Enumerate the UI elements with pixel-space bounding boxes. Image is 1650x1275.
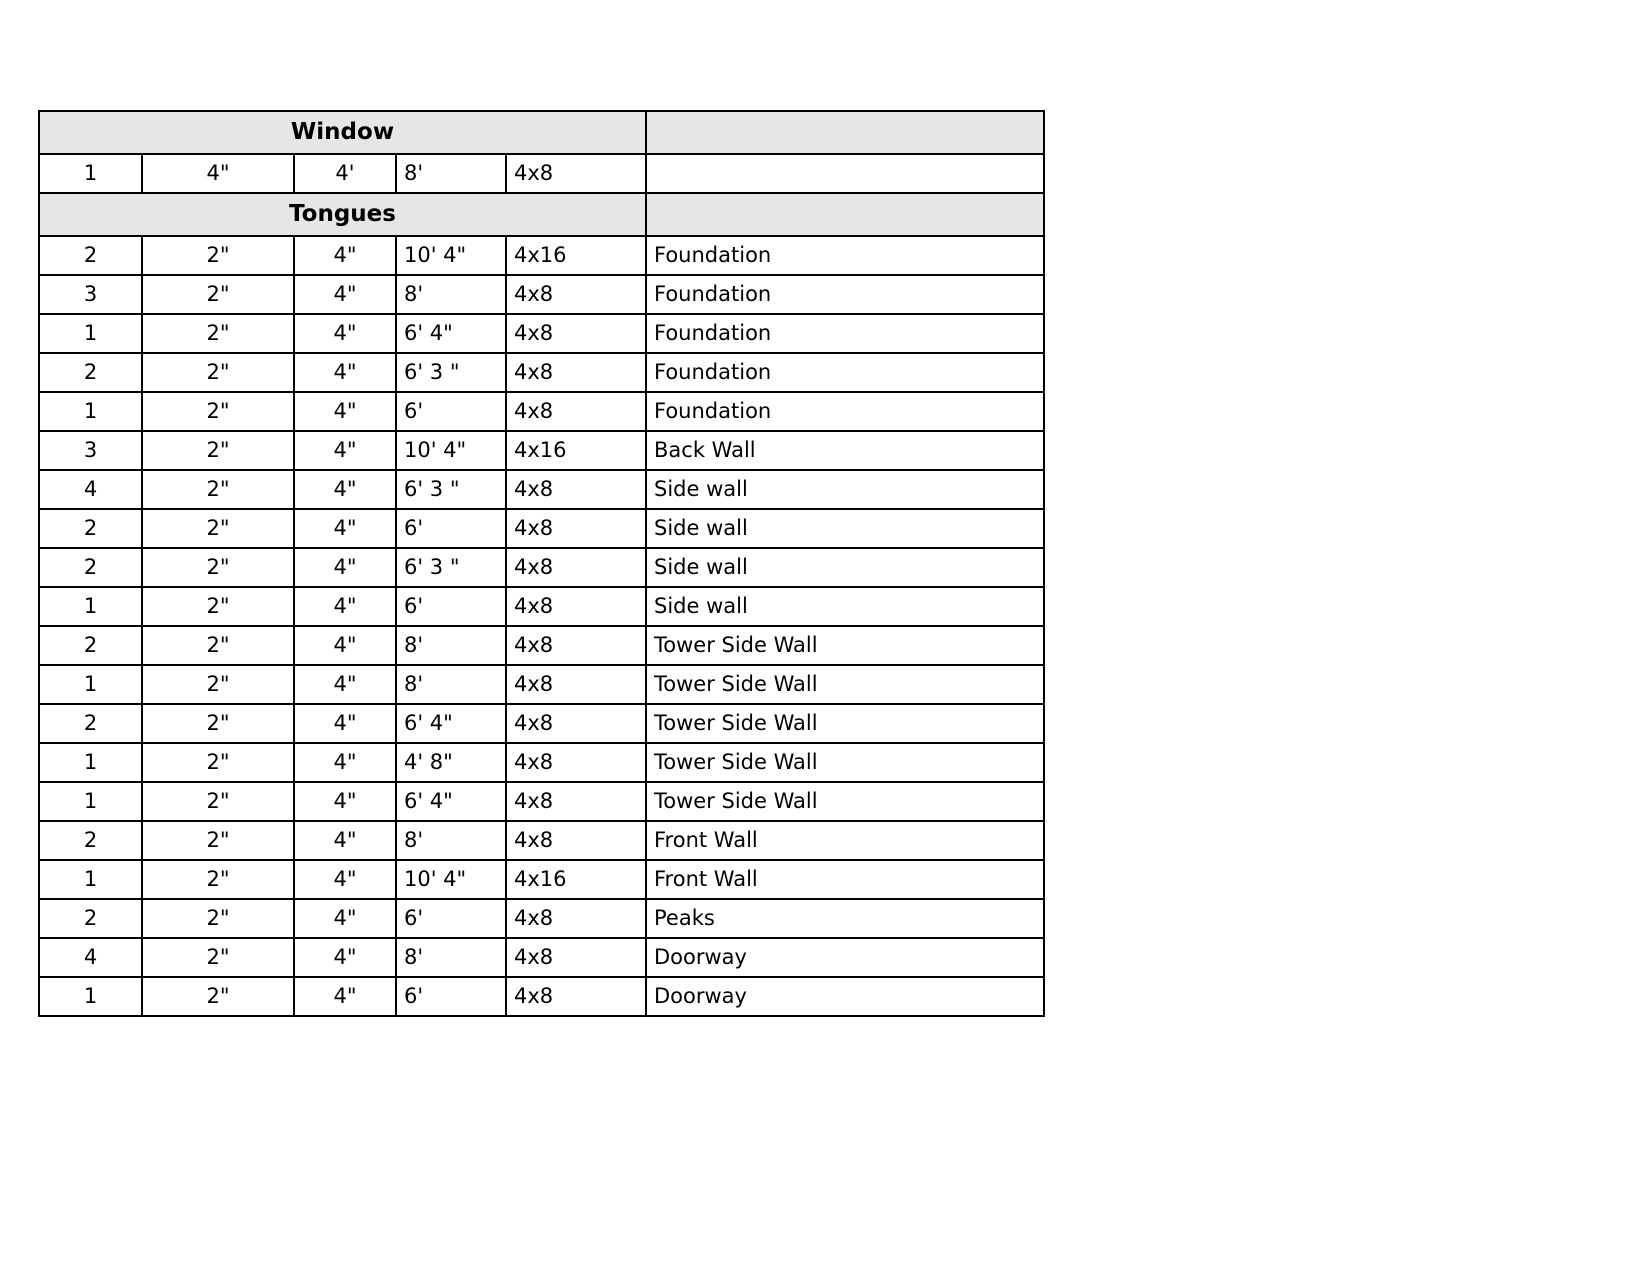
- cell-length: 6' 3 ": [396, 548, 506, 587]
- cell-note: Tower Side Wall: [646, 665, 1044, 704]
- table-row: [39, 154, 1044, 193]
- cell-note: Foundation: [646, 275, 1044, 314]
- cell-note: Side wall: [646, 470, 1044, 509]
- cell-thickness: 2": [142, 977, 294, 1016]
- cell-thickness: 4": [142, 154, 294, 193]
- cell-size: 4x8: [506, 782, 646, 821]
- table-row: [39, 353, 1044, 392]
- cell-quantity: 1: [39, 154, 142, 193]
- cell-thickness: 2": [142, 275, 294, 314]
- cell-length: 8': [396, 154, 506, 193]
- cell-thickness: 2": [142, 353, 294, 392]
- table-row: [39, 899, 1044, 938]
- cell-thickness: 2": [142, 548, 294, 587]
- cell-width: 4": [294, 743, 396, 782]
- cell-length: 4' 8": [396, 743, 506, 782]
- cell-length: 8': [396, 665, 506, 704]
- cell-note: Foundation: [646, 314, 1044, 353]
- cell-size: 4x8: [506, 938, 646, 977]
- parts-list-sheet: [38, 110, 1043, 1017]
- cell-thickness: 2": [142, 704, 294, 743]
- cell-length: 6' 3 ": [396, 470, 506, 509]
- cell-length: 6': [396, 587, 506, 626]
- cell-width: 4': [294, 154, 396, 193]
- cell-thickness: 2": [142, 431, 294, 470]
- cell-note: Back Wall: [646, 431, 1044, 470]
- cell-note: Doorway: [646, 977, 1044, 1016]
- cell-length: 8': [396, 821, 506, 860]
- cell-width: 4": [294, 548, 396, 587]
- cell-length: 8': [396, 275, 506, 314]
- cell-quantity: 1: [39, 392, 142, 431]
- cell-size: 4x16: [506, 860, 646, 899]
- cell-size: 4x8: [506, 154, 646, 193]
- cell-length: 6': [396, 392, 506, 431]
- cell-width: 4": [294, 626, 396, 665]
- cell-quantity: 2: [39, 821, 142, 860]
- table-row: [39, 275, 1044, 314]
- cell-length: 8': [396, 626, 506, 665]
- cell-length: 8': [396, 938, 506, 977]
- cell-thickness: 2": [142, 587, 294, 626]
- cell-note: Foundation: [646, 236, 1044, 275]
- cell-quantity: 2: [39, 899, 142, 938]
- cell-width: 4": [294, 314, 396, 353]
- section-header-row: [39, 193, 1044, 236]
- cell-length: 10' 4": [396, 431, 506, 470]
- cell-thickness: 2": [142, 314, 294, 353]
- cell-thickness: 2": [142, 899, 294, 938]
- cell-size: 4x8: [506, 275, 646, 314]
- cell-quantity: 1: [39, 743, 142, 782]
- cell-quantity: 1: [39, 860, 142, 899]
- cell-quantity: 1: [39, 977, 142, 1016]
- cell-size: 4x8: [506, 743, 646, 782]
- cell-width: 4": [294, 938, 396, 977]
- table-row: [39, 587, 1044, 626]
- cell-length: 6' 4": [396, 704, 506, 743]
- cell-width: 4": [294, 236, 396, 275]
- cell-width: 4": [294, 704, 396, 743]
- cell-quantity: 3: [39, 431, 142, 470]
- cell-size: 4x8: [506, 314, 646, 353]
- cell-note: [646, 154, 1044, 193]
- cell-width: 4": [294, 977, 396, 1016]
- cell-note: Side wall: [646, 587, 1044, 626]
- cell-length: 6' 3 ": [396, 353, 506, 392]
- table-row: [39, 509, 1044, 548]
- cell-note: Tower Side Wall: [646, 626, 1044, 665]
- table-row: [39, 236, 1044, 275]
- cell-thickness: 2": [142, 509, 294, 548]
- cell-length: 10' 4": [396, 236, 506, 275]
- cell-note: Side wall: [646, 548, 1044, 587]
- cell-thickness: 2": [142, 743, 294, 782]
- cell-note: Front Wall: [646, 821, 1044, 860]
- cell-width: 4": [294, 509, 396, 548]
- cell-note: Front Wall: [646, 860, 1044, 899]
- cell-width: 4": [294, 899, 396, 938]
- section-header-spacer: [646, 111, 1044, 154]
- cell-width: 4": [294, 821, 396, 860]
- cell-note: Doorway: [646, 938, 1044, 977]
- section-heading: Tongues: [39, 193, 646, 236]
- table-row: [39, 314, 1044, 353]
- cell-quantity: 1: [39, 665, 142, 704]
- cell-thickness: 2": [142, 236, 294, 275]
- cell-quantity: 2: [39, 509, 142, 548]
- cell-quantity: 2: [39, 353, 142, 392]
- cell-thickness: 2": [142, 821, 294, 860]
- cell-size: 4x8: [506, 392, 646, 431]
- table-row: [39, 431, 1044, 470]
- cell-length: 6' 4": [396, 314, 506, 353]
- cell-size: 4x16: [506, 431, 646, 470]
- cell-width: 4": [294, 470, 396, 509]
- cell-size: 4x8: [506, 587, 646, 626]
- cell-width: 4": [294, 431, 396, 470]
- cell-quantity: 4: [39, 938, 142, 977]
- cell-width: 4": [294, 665, 396, 704]
- table-row: [39, 860, 1044, 899]
- cell-quantity: 2: [39, 704, 142, 743]
- cell-thickness: 2": [142, 860, 294, 899]
- table-row: [39, 626, 1044, 665]
- table-row: [39, 548, 1044, 587]
- cell-length: 6': [396, 977, 506, 1016]
- section-heading: Window: [39, 111, 646, 154]
- section-header-row: [39, 111, 1044, 154]
- cell-width: 4": [294, 392, 396, 431]
- cell-quantity: 2: [39, 236, 142, 275]
- cell-thickness: 2": [142, 470, 294, 509]
- cell-thickness: 2": [142, 392, 294, 431]
- cell-size: 4x8: [506, 977, 646, 1016]
- cell-quantity: 2: [39, 626, 142, 665]
- cell-size: 4x16: [506, 236, 646, 275]
- table-row: [39, 977, 1044, 1016]
- cell-width: 4": [294, 860, 396, 899]
- table-row: [39, 743, 1044, 782]
- cell-note: Peaks: [646, 899, 1044, 938]
- cell-width: 4": [294, 782, 396, 821]
- section-header-spacer: [646, 193, 1044, 236]
- table-row: [39, 821, 1044, 860]
- cell-size: 4x8: [506, 353, 646, 392]
- cell-width: 4": [294, 353, 396, 392]
- cell-note: Foundation: [646, 353, 1044, 392]
- cell-size: 4x8: [506, 470, 646, 509]
- cell-thickness: 2": [142, 938, 294, 977]
- table-row: [39, 704, 1044, 743]
- table-row: [39, 938, 1044, 977]
- cell-length: 10' 4": [396, 860, 506, 899]
- table-row: [39, 392, 1044, 431]
- cell-quantity: 4: [39, 470, 142, 509]
- table-row: [39, 665, 1044, 704]
- cell-quantity: 1: [39, 782, 142, 821]
- cell-quantity: 1: [39, 587, 142, 626]
- cell-length: 6': [396, 899, 506, 938]
- cell-width: 4": [294, 587, 396, 626]
- cell-note: Side wall: [646, 509, 1044, 548]
- table-row: [39, 782, 1044, 821]
- cell-thickness: 2": [142, 626, 294, 665]
- cell-length: 6': [396, 509, 506, 548]
- cell-quantity: 2: [39, 548, 142, 587]
- table-row: [39, 470, 1044, 509]
- cell-quantity: 3: [39, 275, 142, 314]
- cell-thickness: 2": [142, 665, 294, 704]
- cell-thickness: 2": [142, 782, 294, 821]
- cell-note: Foundation: [646, 392, 1044, 431]
- cell-size: 4x8: [506, 704, 646, 743]
- cell-width: 4": [294, 275, 396, 314]
- cell-length: 6' 4": [396, 782, 506, 821]
- parts-table-body: [39, 111, 1044, 1016]
- cell-size: 4x8: [506, 626, 646, 665]
- cell-note: Tower Side Wall: [646, 782, 1044, 821]
- cell-size: 4x8: [506, 509, 646, 548]
- cell-size: 4x8: [506, 899, 646, 938]
- cell-note: Tower Side Wall: [646, 743, 1044, 782]
- cell-size: 4x8: [506, 665, 646, 704]
- parts-table: [38, 110, 1045, 1017]
- cell-quantity: 1: [39, 314, 142, 353]
- cell-size: 4x8: [506, 548, 646, 587]
- cell-size: 4x8: [506, 821, 646, 860]
- cell-note: Tower Side Wall: [646, 704, 1044, 743]
